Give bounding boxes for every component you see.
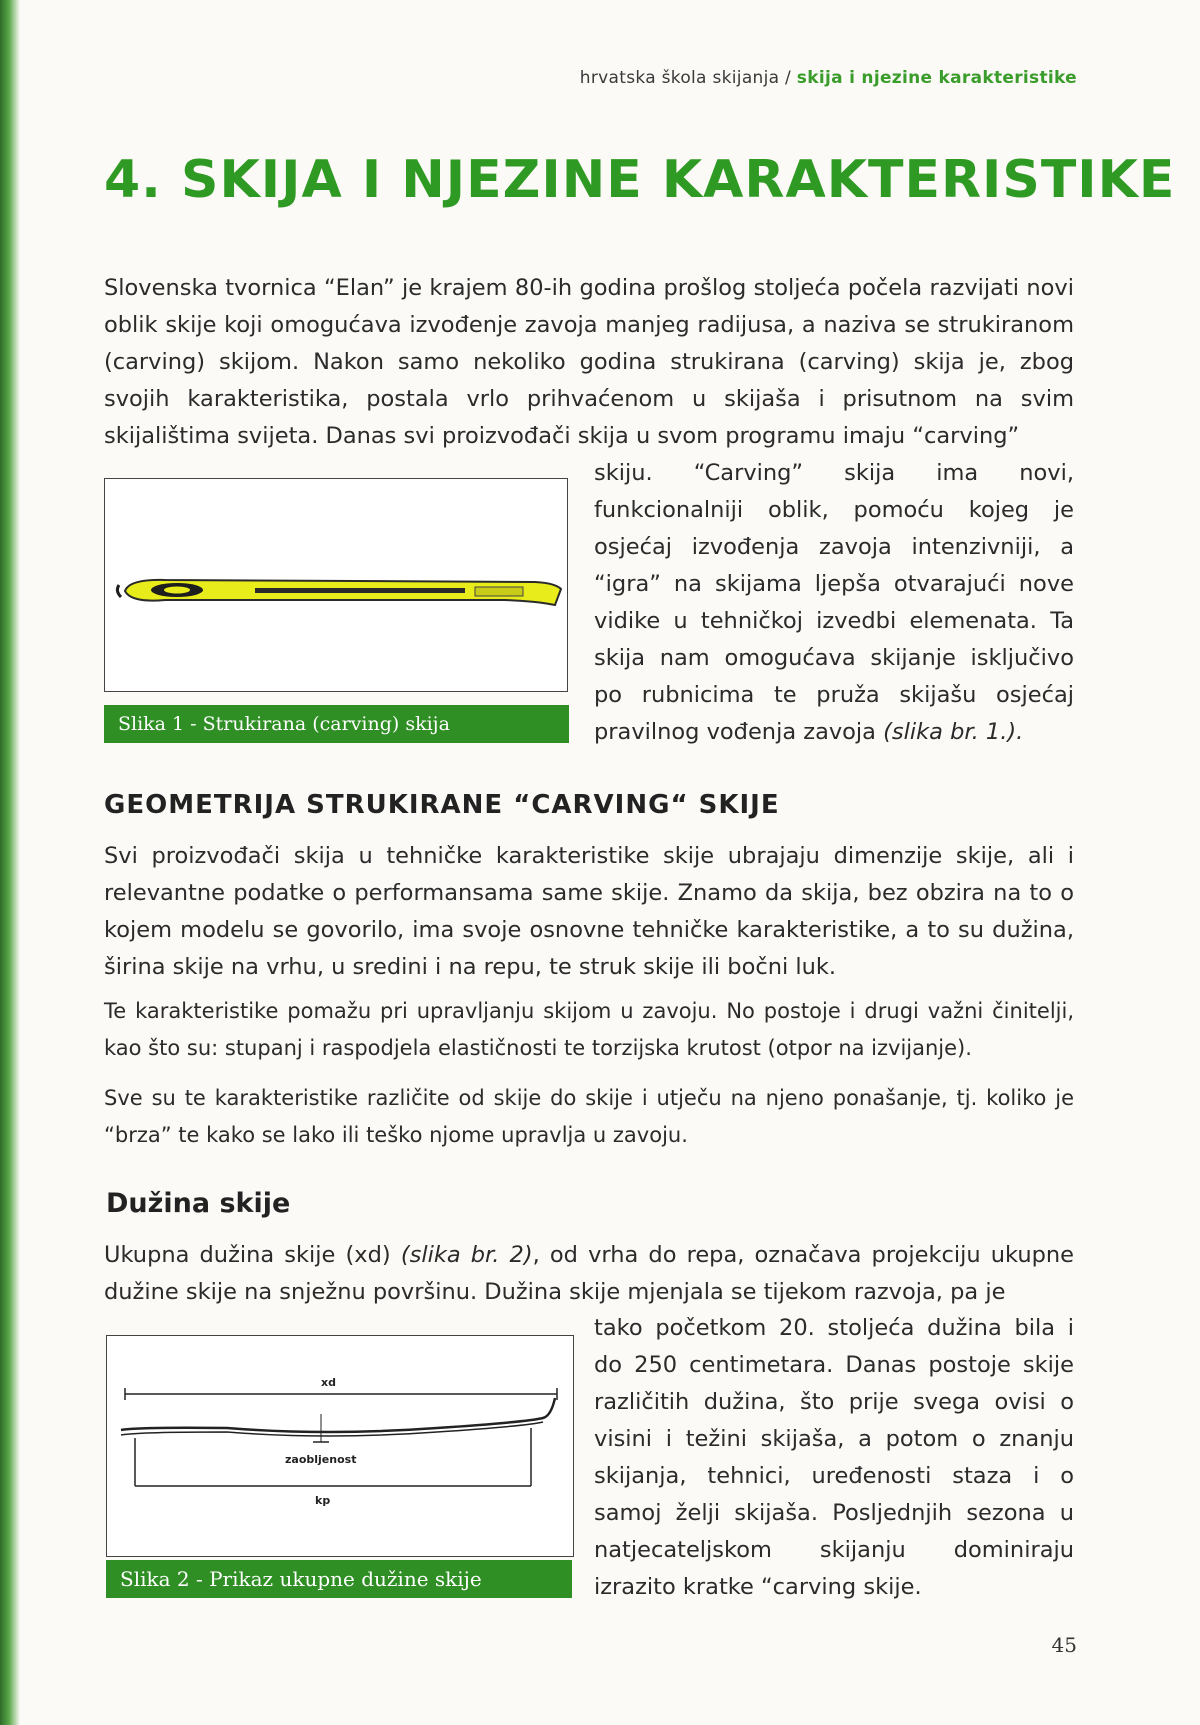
figure-2-reference: (slika br. 2) <box>400 1242 533 1268</box>
label-camber: zaobljenost <box>285 1453 357 1466</box>
geometry-paragraph-1: Svi proizvođači skija u tehničke karakteristike skije ubrajaju dimenzije skije, ali i relevantne podatke o performansama same skije. Znamo da skija, bez obzira na to o kojem modelu se govorilo, ima svoje osnovne tehničke karakteristike, a to su dužina, širina skije na vrhu, u sredini i na repu, te struk skije ili bočni luk. <box>104 843 1074 980</box>
intro-text: Slovenska tvornica “Elan” je krajem 80-ih godina prošlog stoljeća počela razvijati novi oblik skije koji omogućava izvođenje zavoja manjeg radijusa, a naziva se strukiranom (carving) skijom. Nakon samo nekoliko godina strukirana (carving) skija je, zbog svojih karakteristika, postala vrlo prihvaćenom u skijaša i prisutnom na svim skijalištima svijeta. Danas svi proizvođači skija u svom programu imaju “carving” <box>104 275 1074 449</box>
chapter-title: 4. SKIJA I NJEZINE KARAKTERISTIKE <box>104 150 1176 210</box>
figure-2-caption: Slika 2 - Prikaz ukupne dužine skije <box>106 1560 572 1598</box>
intro-paragraph <box>104 270 1074 455</box>
figure-1-caption: Slika 1 - Strukirana (carving) skija <box>104 705 569 743</box>
header-book-title: hrvatska škola skijanja / <box>579 68 797 88</box>
label-kp: kp <box>315 1494 331 1507</box>
figure-1-reference: (slika br. 1.). <box>883 719 1024 745</box>
length-text-b: , od vrha do repa, označava projekciju ukupne dužine skije na snježnu površinu. Dužina skije mjenjala se tijekom razvoja, pa je <box>104 1242 1074 1305</box>
page-number: 45 <box>1051 1633 1077 1657</box>
page-binding-edge <box>0 0 20 1725</box>
carving-ski-image <box>105 479 567 691</box>
figure-2-frame <box>106 1335 574 1557</box>
figure-1-frame <box>104 478 568 692</box>
label-xd: xd <box>321 1376 336 1389</box>
header-chapter-title: skija i njezine karakteristike <box>796 68 1077 88</box>
running-header <box>580 68 1077 88</box>
section-heading-length: Dužina skije <box>106 1188 291 1219</box>
length-side-paragraph: tako početkom 20. stoljeća dužina bila i do 250 centimetara. Danas postoje skije različitih dužina, što prije svega ovisi o visini i težini skijaša, a potom o znanju skijanja, tehnici, uređenosti staza i o samoj želji skijaša. Posljednjih sezona u natjecateljskom skijanju dominiraju izrazito kratke “carving skije. <box>594 1315 1074 1600</box>
length-paragraph <box>104 1237 1074 1311</box>
geometry-paragraph-3: Sve su te karakteristike različite od skije do skije i utječu na njeno ponašanje, tj. koliko je “brza” te kako se lako ili teško njome upravlja u zavoju. <box>104 1086 1074 1147</box>
section-heading-geometry: GEOMETRIJA STRUKIRANE “CARVING“ SKIJE <box>104 790 780 820</box>
ski-length-diagram <box>107 1336 573 1556</box>
length-text-a: Ukupna dužina skije (xd) <box>104 1242 401 1268</box>
geometry-paragraph-2: Te karakteristike pomažu pri upravljanju skijom u zavoju. No postoje i drugi važni činitelji, kao što su: stupanj i raspodjela elastičnosti te torzijska krutost (otpor na izvijanje). <box>104 999 1074 1060</box>
intro-side-text: skiju. “Carving” skija ima novi, funkcionalniji oblik, pomoću kojeg je osjećaj izvođenja zavoja intenzivniji, a “igra” na skijama ljepša otvarajući nove vidike u tehničkoj izvedbi elemenata. Ta skija nam omogućava skijanje isključivo po rubnicima te pruža skijašu osjećaj pravilnog vođenja zavoja <box>594 460 1074 745</box>
intro-side-paragraph <box>594 455 1074 751</box>
